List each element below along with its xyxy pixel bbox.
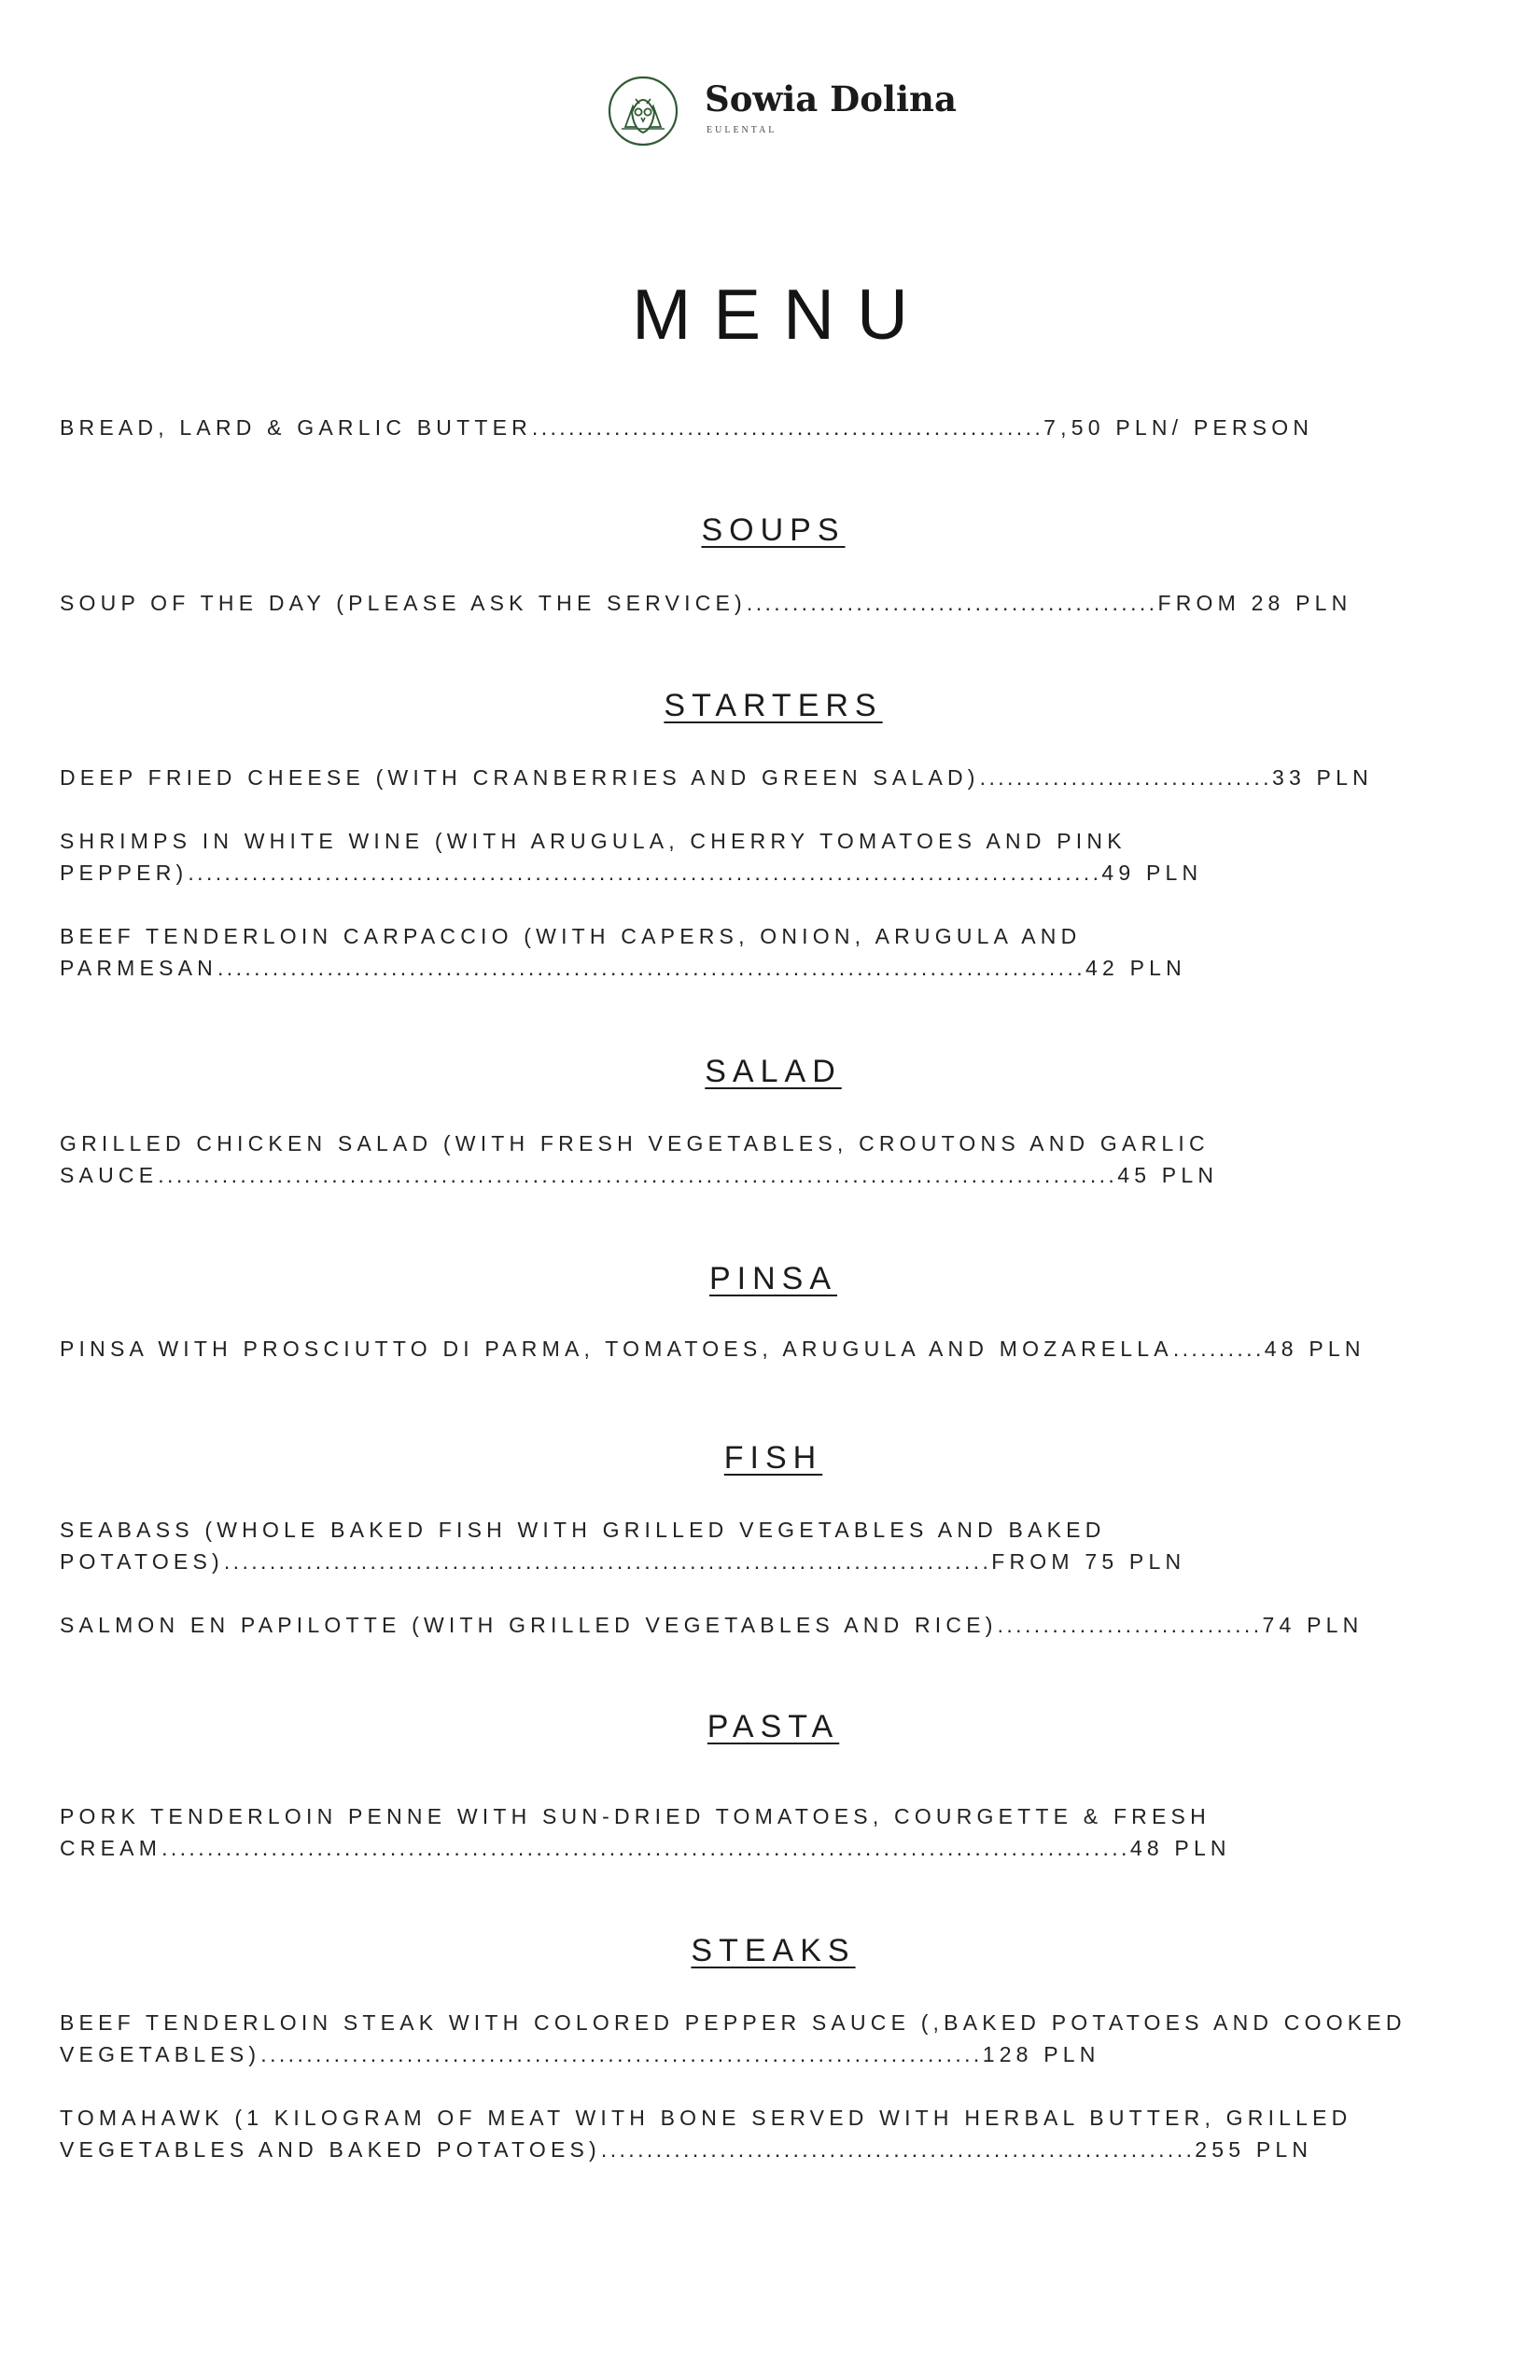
section-heading-soups: SOUPS [701,512,846,548]
item-description: SEABASS (WHOLE BAKED FISH WITH GRILLED VEGETABLES AND BAKED [60,1518,1106,1542]
item-name: SALMON EN PAPILOTTE (WITH GRILLED VEGETABLES AND RICE) [60,1613,998,1637]
menu-item-tomahawk [60,2102,1352,2165]
item-price: 42 PLN [1085,956,1186,980]
dot-leader: ............................. [997,1613,1263,1637]
section-heading-pasta: PASTA [707,1709,840,1744]
item-name: DEEP FRIED CHEESE (WITH CRANBERRIES AND GREEN SALAD) [60,765,980,790]
dot-leader: ................................................................. [600,2137,1196,2162]
dot-leader: ........................................................ [531,415,1044,440]
menu-item-bread [60,412,1313,443]
item-price: 45 PLN [1117,1163,1219,1187]
item-name: VEGETABLES AND BAKED POTATOES) [60,2137,601,2162]
dot-leader: ................................ [979,765,1272,790]
item-description: PORK TENDERLOIN PENNE WITH SUN-DRIED TOMATOES, COURGETTE & FRESH [60,1804,1211,1828]
item-description: SHRIMPS IN WHITE WINE (WITH ARUGULA, CHERRY TOMATOES AND PINK [60,829,1127,853]
item-name: SAUCE [60,1163,159,1187]
item-price: 7,50 PLN/ PERSON [1043,415,1314,440]
item-price: 128 PLN [982,2042,1100,2066]
section-heading-salad: SALAD [705,1054,842,1089]
item-price: 255 PLN [1195,2137,1313,2162]
menu-item-salmon [60,1609,1363,1641]
item-price: 74 PLN [1262,1613,1364,1637]
dot-leader: .................................................................................................... [188,861,1102,885]
item-description: BEEF TENDERLOIN CARPACCIO (WITH CAPERS, ONION, ARUGULA AND [60,924,1082,948]
brand-name: Sowia Dolina [705,78,957,119]
item-price: FROM 75 PLN [991,1549,1186,1574]
menu-item-pork-penne [60,1800,1231,1864]
item-name: CREAM [60,1836,162,1860]
dot-leader: .................................................................................... [223,1549,992,1574]
item-name: PEPPER) [60,861,189,885]
item-price: 33 PLN [1271,765,1373,790]
item-price: 48 PLN [1129,1836,1231,1860]
section-heading-steaks: STEAKS [691,1933,856,1968]
dot-leader: ......................................................................................................... [158,1163,1118,1187]
item-name: VEGETABLES) [60,2042,261,2066]
item-description: TOMAHAWK (1 KILOGRAM OF MEAT WITH BONE SERVED WITH HERBAL BUTTER, GRILLED [60,2106,1352,2130]
item-name: PARMESAN [60,956,217,980]
menu-item-beef-tenderloin-steak [60,2007,1407,2070]
item-name: PINSA WITH PROSCIUTTO DI PARMA, TOMATOES, ARUGULA AND MOZARELLA [60,1337,1173,1361]
menu-item-shrimps [60,825,1202,889]
item-price: 49 PLN [1101,861,1203,885]
item-name: POTATOES) [60,1549,224,1574]
menu-item-chicken-salad [60,1127,1218,1191]
item-name: BREAD, LARD & GARLIC BUTTER [60,415,532,440]
menu-item-carpaccio [60,920,1186,984]
item-price: FROM 28 PLN [1157,591,1352,615]
dot-leader: .......................................................................................................... [161,1836,1130,1860]
item-description: BEEF TENDERLOIN STEAK WITH COLORED PEPPER SAUCE (,BAKED POTATOES AND COOKED [60,2010,1407,2035]
dot-leader: ............................................. [746,591,1158,615]
dot-leader: ............................................................................................... [217,956,1086,980]
item-name: SOUP OF THE DAY (PLEASE ASK THE SERVICE) [60,591,747,615]
owl-logo-icon [607,75,679,147]
item-price: 48 PLN [1264,1337,1365,1361]
brand-subtitle: EULENTAL [707,125,777,135]
menu-item-pinsa [60,1333,1365,1365]
menu-title: MENU [632,275,931,355]
section-heading-pinsa: PINSA [708,1261,838,1296]
dot-leader: ............................................................................... [260,2042,983,2066]
dot-leader: .......... [1172,1337,1265,1361]
menu-item-seabass [60,1514,1185,1577]
menu-item-soup-of-the-day [60,587,1351,619]
section-heading-starters: STARTERS [664,688,883,723]
section-heading-fish: FISH [723,1440,823,1476]
item-description: GRILLED CHICKEN SALAD (WITH FRESH VEGETABLES, CROUTONS AND GARLIC [60,1131,1210,1155]
menu-item-deep-fried-cheese [60,762,1373,793]
